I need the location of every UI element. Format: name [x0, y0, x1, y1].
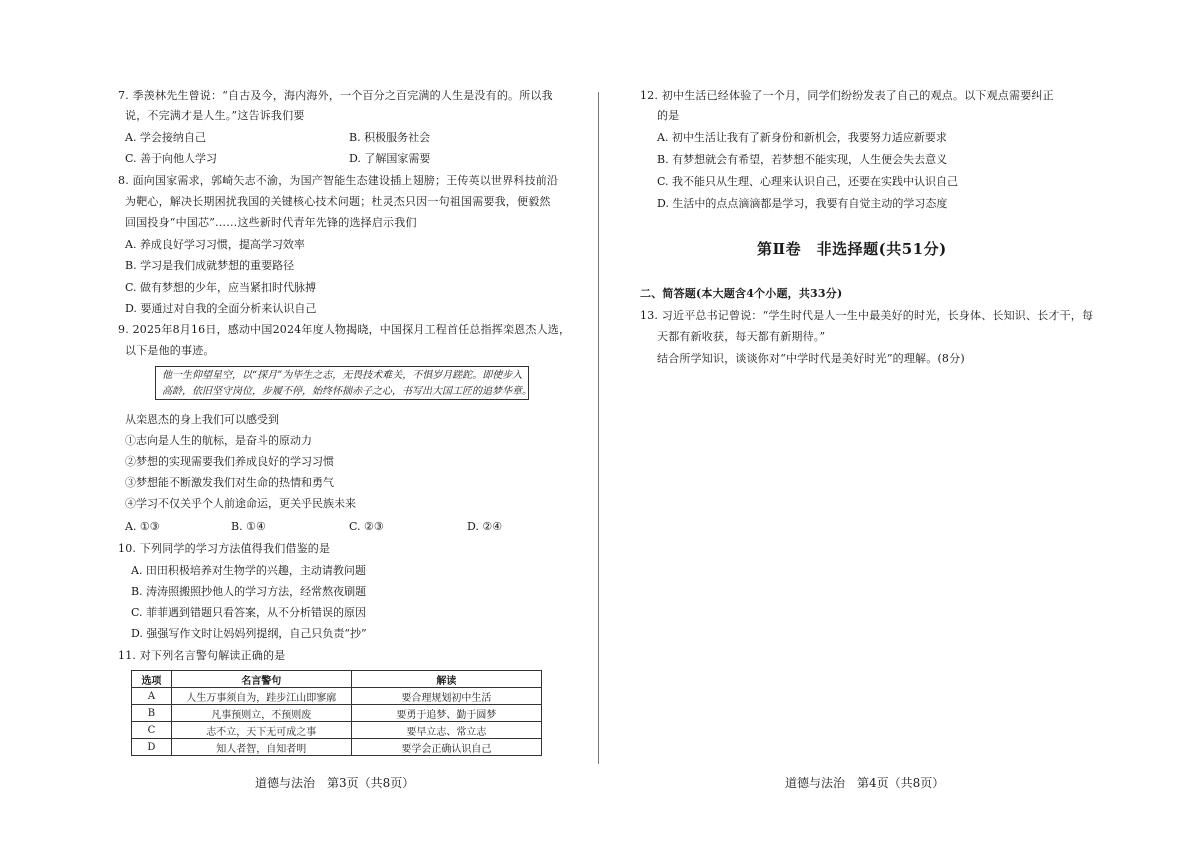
- q9-option-b: B. ①④: [231, 520, 266, 533]
- q13-line-1: 13. 习近平总书记曾说：“学生时代是人一生中最美好的时光，长身体、长知识、长才干，每: [640, 309, 1094, 322]
- q9-line-2: 以下是他的事迹。: [125, 344, 215, 357]
- q8-option-d: D. 要通过对自我的全面分析来认识自己: [125, 302, 317, 315]
- table-header-interpretation: 解读: [351, 671, 541, 688]
- table-cell: 人生万事须自为，跬步江山即寥廓: [171, 688, 351, 705]
- page-divider: [598, 92, 599, 764]
- table-cell: 要学会正确认识自己: [351, 739, 541, 756]
- table-cell: 要勇于追梦、勤于圆梦: [351, 705, 541, 722]
- left-page-footer: 道德与法治 第3页（共8页）: [255, 776, 415, 790]
- q12-option-d: D. 生活中的点点滴滴都是学习，我要有自觉主动的学习态度: [657, 197, 948, 210]
- q7-option-b: B. 积极服务社会: [349, 131, 431, 144]
- q7-option-a: A. 学会接纳自己: [125, 131, 206, 144]
- table-header-option: 选项: [132, 671, 172, 688]
- q10-stem: 10. 下列同学的学习方法值得我们借鉴的是: [118, 542, 331, 555]
- table-header-quote: 名言警句: [171, 671, 351, 688]
- table-cell: 凡事预则立，不预则废: [171, 705, 351, 722]
- q12-line-1: 12. 初中生活已经体验了一个月，同学们纷纷发表了自己的观点。以下观点需要纠正: [640, 89, 1054, 102]
- table-cell: B: [132, 705, 172, 722]
- q10-option-b: B. 涛涛照搬照抄他人的学习方法，经常熬夜刷题: [131, 585, 367, 598]
- q9-item-2: ②梦想的实现需要我们养成良好的学习习惯: [125, 455, 334, 468]
- q8-line-1: 8. 面向国家需求，郭崎矢志不渝，为国产智能生态建设插上翅膀；王传英以世界科技前沿: [118, 174, 559, 187]
- q8-line-3: 回国投身“中国芯”……这些新时代青年先锋的选择启示我们: [125, 216, 417, 229]
- table-row: [132, 705, 542, 722]
- q9-stem: 从栾恩杰的身上我们可以感受到: [125, 413, 279, 426]
- section-heading: 二、简答题(本大题含4个小题，共33分): [640, 287, 843, 300]
- q7-line-2: 说，不完满才是人生。”这告诉我们要: [125, 109, 305, 122]
- table-cell: D: [132, 739, 172, 756]
- table-cell: 知人者智，自知者明: [171, 739, 351, 756]
- q7-line-1: 7. 季羡林先生曾说：“自古及今，海内海外，一个百分之百完满的人生是没有的。所以我: [118, 89, 553, 102]
- table-cell: 要合理规划初中生活: [351, 688, 541, 705]
- q12-option-a: A. 初中生活让我有了新身份和新机会，我要努力适应新要求: [657, 131, 947, 144]
- q7-option-c: C. 善于向他人学习: [125, 152, 218, 165]
- q13-line-3: 结合所学知识，谈谈你对“中学时代是美好时光”的理解。(8分): [657, 352, 965, 365]
- part-two-title: 第Ⅱ卷 非选择题(共51分): [757, 240, 947, 258]
- table-row: [132, 722, 542, 739]
- q10-option-d: D. 强强写作文时让妈妈列提纲，自己只负责“抄”: [131, 627, 367, 640]
- q13-line-2: 天都有新收获，每天都有新期待。”: [657, 330, 826, 343]
- q9-quote-box: [155, 366, 532, 400]
- right-page-footer: 道德与法治 第4页（共8页）: [785, 776, 945, 790]
- q10-option-c: C. 菲菲遇到错题只看答案，从不分析错误的原因: [131, 606, 367, 619]
- table-row: [132, 688, 542, 705]
- q11-stem: 11. 对下列名言警句解读正确的是: [118, 649, 286, 662]
- q8-option-c: C. 做有梦想的少年，应当紧扣时代脉搏: [125, 281, 317, 294]
- q9-option-c: C. ②③: [349, 520, 384, 533]
- q8-option-a: A. 养成良好学习习惯，提高学习效率: [125, 238, 305, 251]
- q11-table: [131, 670, 542, 756]
- table-cell: C: [132, 722, 172, 739]
- q9-option-d: D. ②④: [467, 520, 503, 533]
- q8-option-b: B. 学习是我们成就梦想的重要路径: [125, 259, 295, 272]
- q12-option-b: B. 有梦想就会有希望，若梦想不能实现，人生便会失去意义: [657, 153, 948, 166]
- table-header-row: [132, 671, 542, 688]
- q9-line-1: 9. 2025年8月16日，感动中国2024年度人物揭晓，中国探月工程首任总指挥栾恩杰人选，: [118, 323, 571, 336]
- q12-option-c: C. 我不能只从生理、心理来认识自己，还要在实践中认识自己: [657, 175, 959, 188]
- q9-quote-line-2: 高龄，依旧坚守岗位，步履不停，始终怀揣赤子之心，书写出大国工匠的追梦华章。: [162, 386, 532, 397]
- table-cell: 要早立志、常立志: [351, 722, 541, 739]
- q9-item-1: ①志向是人生的航标，是奋斗的原动力: [125, 434, 312, 447]
- q7-option-d: D. 了解国家需要: [349, 152, 431, 165]
- q8-line-2: 为靶心，解决长期困扰我国的关键核心技术问题；杜灵杰只因一句祖国需要我，便毅然: [125, 195, 551, 208]
- q12-line-2: 的是: [657, 109, 680, 122]
- table-cell: 志不立，天下无可成之事: [171, 722, 351, 739]
- q10-option-a: A. 田田积极培养对生物学的兴趣，主动请教问题: [131, 564, 366, 577]
- q9-item-4: ④学习不仅关乎个人前途命运，更关乎民族未来: [125, 497, 356, 510]
- q9-quote-line-1: 他一生仰望星空，以“探月”为毕生之志，无畏技术难关，不惧岁月蹉跎。即使步入: [162, 370, 523, 381]
- table-cell: A: [132, 688, 172, 705]
- q9-item-3: ③梦想能不断激发我们对生命的热情和勇气: [125, 476, 334, 489]
- table-row: [132, 739, 542, 756]
- q9-option-a: A. ①③: [125, 520, 160, 533]
